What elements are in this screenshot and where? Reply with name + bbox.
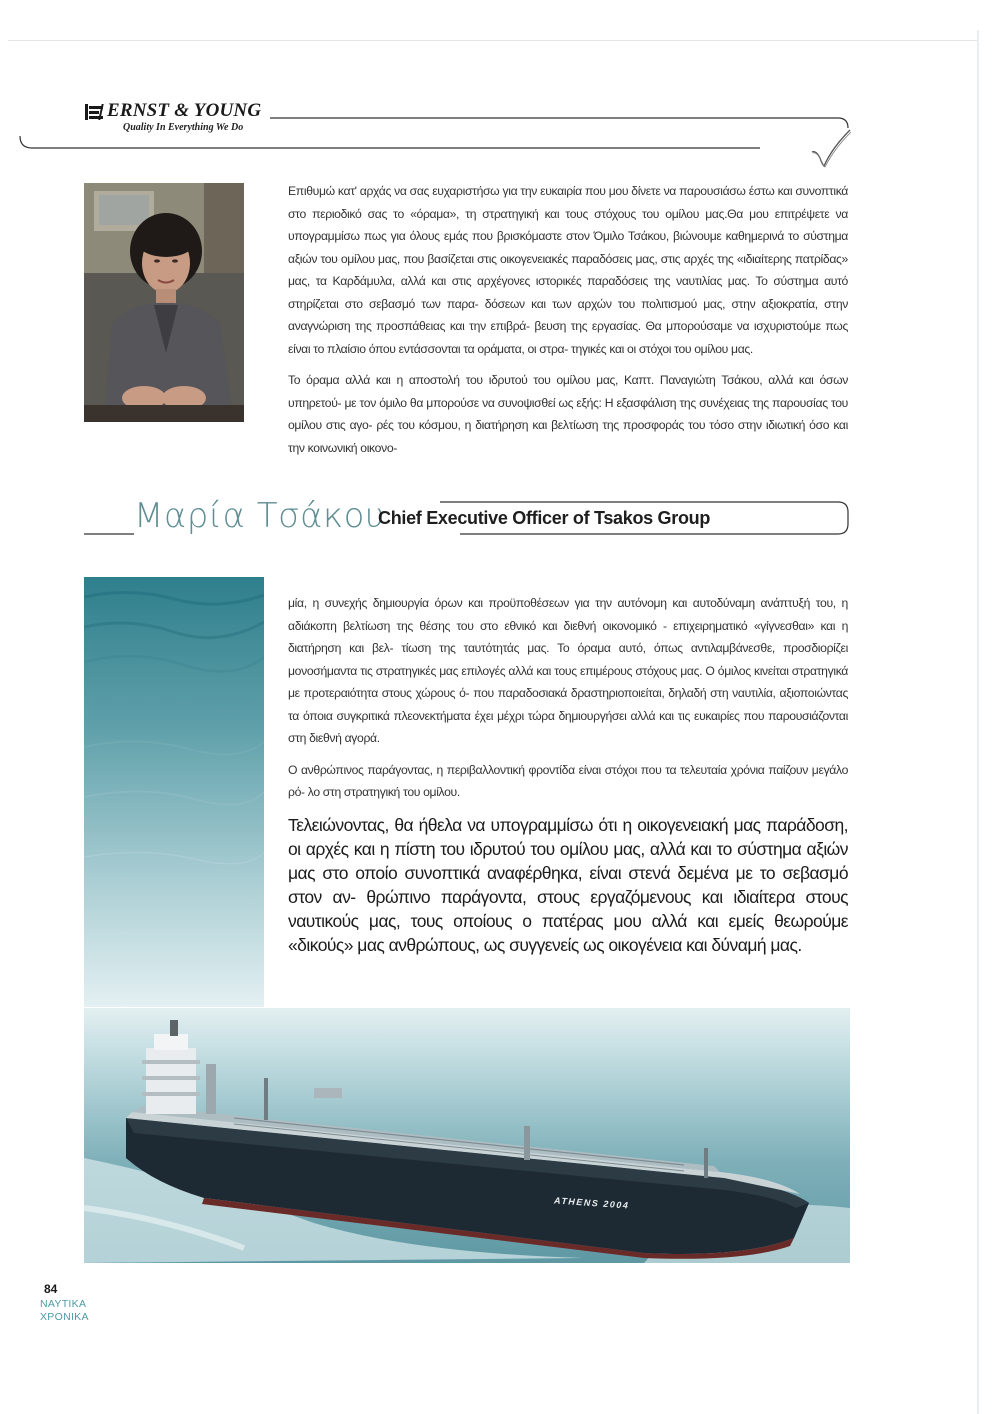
text-line: επιλογές αλλά και τους επιμέρους στόχους μας. Ο όμιλος κινείται στρατηγικά με προτεραιότητα στους χώρους ό- [288,663,849,700]
quote-line: τους οποίους ο πατέρας μου αλλά και εμείς θεωρούμε «δικούς» μας ανθρώπους, [288,911,849,955]
page-number: 84 [44,1282,58,1296]
text-line: πως για όλους εμάς που βρισκόμαστε στον Όμιλο Τσάκου, βιώνουμε καθημερινά το σύστημα αξιών του ομίλου μας, [288,229,848,266]
brand-name: ERNST & YOUNG [107,100,262,121]
text-line: Επιθυμώ κατ' αρχάς να σας ευχαριστήσω για την ευκαιρία που μου δίνετε να παρουσιάσω έστω και συνοπτικά στο [288,184,848,221]
text-line: δόσεων και των αρχών του πολιτισμού μας, στην αξιοκρατία, στην αναγνώριση της προσπάθειας και την επιβρά- [288,296,848,333]
quote-line: στο οποίο συνοπτικά αναφέρθηκα, είναι στενά δεμένα με το σεβασμό στον αν- [288,863,848,907]
tanker-ship-image [84,1008,850,1263]
text-line: λο στη στρατηγική του ομίλου. [307,785,460,799]
text-line: τηγικές και οι στόχοι του ομίλου μας. [570,341,753,356]
brand-tagline: Quality In Everything We Do [123,122,244,133]
author-role: Chief Executive Officer of Tsakos Group [378,508,711,528]
text-line: μία, η συνεχής δημιουργία όρων και προϋποθέσεων για την αυτόνομη και αυτοδύναμη ανάπτυξή του, η αδιάκοπη [288,596,848,633]
author-name: Μαρία Τσάκου [134,496,386,536]
text-line: Ο ανθρώπινος παράγοντας, η περιβαλλοντική φροντίδα είναι στόχοι που τα τελευταία χρόνια παίζουν μεγάλο ρό- [288,762,848,799]
paragraph-strategy [288,592,848,750]
text-line: βελτίωση της θέσης του στο εθνικό και διεθνή οικονομικό - επιχειρηματικό «γίγνεσθαι» και η διατήρηση και βελ- [288,618,848,655]
quote-line: θρώπινο παράγοντα, στους εργαζόμενους και ιδιαίτερα στους ναυτικούς μας, [288,887,849,931]
paragraph-human-factor [288,759,848,804]
text-line: που βασίζεται στις οικογενειακές παραδόσεις μας, στις αρχές της «ιδιαίτερης πατρίδας» μας, τα Καρδάμυλα, αλλά [288,251,848,288]
quote-line: αρχές και η πίστη του ιδρυτού του ομίλου μας, αλλά και το σύστημα αξιών μας [288,839,848,883]
text-line: βευση της εργασίας. Θα μπορούσαμε να ισχυριστούμε πως είναι το πλαίσιο όπου εντάσσονται τα οράματα, οι στρα- [288,319,848,356]
ship-hull-lettering: ATHENS 2004 [553,1195,630,1211]
quote-line: ως συγγενείς ως οικογένεια και δύναμή μας. [483,935,802,955]
sea-image-panel [84,577,264,1007]
text-line: Το όραμα αλλά και η αποστολή του ιδρυτού του ομίλου μας, Καπτ. Παναγιώτη Τσάκου, αλλά και όσων υπηρετού- [288,373,848,410]
text-line: ρές του κόσμου, η διατήρηση και βελτίωση της προσφοράς του τόσο στην ιδιωτική όσο και την κοινωνική οικονο- [288,418,848,455]
text-line: μέχρι τώρα δημιουργήσει αλλά και τις ευκαιρίες που παρουσιάζονται στη διεθνή αγορά. [288,708,848,745]
text-line: που παραδοσιακά δραστηριοποιείται, δηλαδή στη ναυτιλία, αξιοποιώντας τα όποια συγκριτικά πλεονεκτήματα έχει [288,686,849,723]
quote-line: Τελειώνοντας, θα ήθελα να υπογραμμίσω ότι η οικογενειακή μας παράδοση, οι [288,815,848,859]
text-line: και στις αρχέγονες ιστορικές παραδόσεις της ναυτιλίας μας. Το σύστημα αυτό στηρίζεται στο σεβασμό των παρα- [288,274,848,311]
magazine-name-line2: ΧΡΟΝΙΚΑ [40,1311,89,1323]
article-body-bottom [288,592,848,813]
text-line: τίωση της ταυτότητάς μας. Το όραμα αυτό, όπως αντιλαμβάνεσθε, προσδιορίζει μονοσήμαντα τις στρατηγικές μας [288,641,848,678]
text-line: με τον όμιλο θα μπορούσε να συνοψισθεί ως εξής: Η εξασφάλιση της συνέχειας της παρουσίας του ομίλου στις αγο- [288,395,848,432]
name-banner-rule [0,0,1000,560]
magazine-name-line1: ΝΑΥΤΙΚΑ [40,1298,87,1310]
text-line: περιοδικό σας το «όραμα», τη στρατηγική και τους στόχους του ομίλου μας.Θα μου επιτρέψετε να υπογραμμίσω [288,206,848,243]
closing-quote [288,813,848,957]
